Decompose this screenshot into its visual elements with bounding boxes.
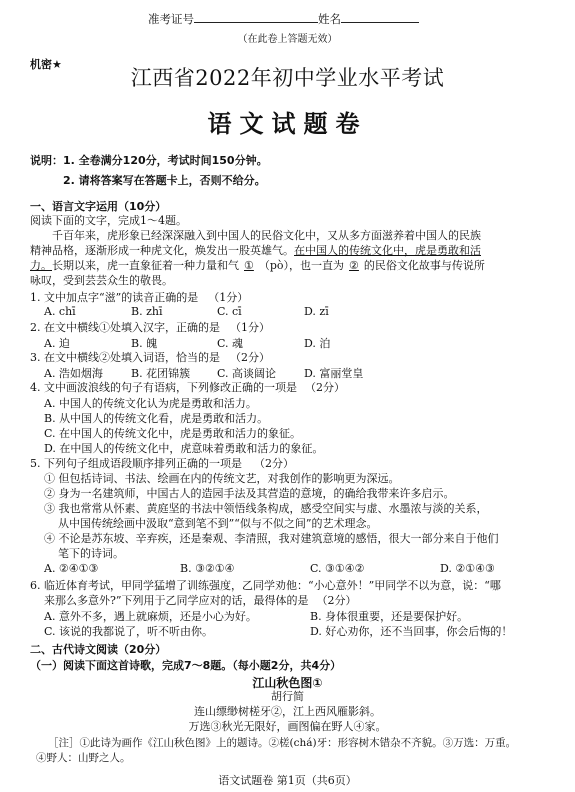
question-4 xyxy=(30,380,345,395)
q4-num: 4. xyxy=(30,381,41,394)
q5-option-d[interactable]: D. ②①④③ xyxy=(440,562,495,575)
passage-line1: 千百年来，虎形象已经深深融入到中国人的民俗文化中，又从多方面滋养着中国人的民族 xyxy=(52,229,481,242)
passage-line4: 咏叹，受到芸芸众生的敬畏。 xyxy=(30,274,173,287)
poem-line-1: 连山缥缈树槎牙②，江上西风雁影斜。 xyxy=(194,705,381,718)
name-label: 姓名 xyxy=(318,12,341,26)
section1-heading: 一、语言文字运用（10分） xyxy=(30,200,167,213)
q4-option-b[interactable]: B. 从中国人的传统文化看，虎是勇敢和活力。 xyxy=(44,412,269,425)
q5-sentence-3-cont: 从中国传统绘画中汲取“意到笔不到”“似与不似之间”的艺术理念。 xyxy=(58,517,378,530)
poem-line-2: 万选③秋光无限好，画图偏在野人④家。 xyxy=(188,720,387,733)
q6-stem: 临近体育考试，甲同学猛增了训练强度，乙同学劝他：“小心意外！”甲同学不以为意，说：“哪 xyxy=(44,579,501,592)
q2-option-d[interactable]: D. 泊 xyxy=(304,337,331,350)
section2-sub-heading: （一）阅读下面这首诗歌，完成7～8题。（每小题2分，共4分） xyxy=(30,659,342,672)
poem-notes-line1: ［注］①此诗为画作《江山秋色图》上的题诗。②槎(chá)牙：形容树木错杂不齐貌。③万选：万重。 xyxy=(48,737,517,749)
q3-option-d[interactable]: D. 富丽堂皇 xyxy=(304,367,364,380)
question-3 xyxy=(30,350,270,365)
exam-id-row xyxy=(148,10,419,27)
q5-sentence-4-cont: 笔下的诗词。 xyxy=(58,547,124,560)
question-6-cont xyxy=(44,593,357,608)
q3-option-b[interactable]: B. 花团锦簇 xyxy=(131,367,191,380)
poem-notes-line2: ④野人：山野之人。 xyxy=(36,752,131,764)
q1-option-a[interactable]: A. chī xyxy=(44,305,76,318)
secret-label: 机密★ xyxy=(30,58,62,71)
q5-sentence-4: ④ 不论是苏东坡、辛弃疾，还是秦观、李清照，我对建筑意境的感悟，很大一部分来自于他们 xyxy=(44,532,499,545)
q6-option-d[interactable]: D. 好心劝你，还不当回事，你会后悔的！ xyxy=(310,625,513,638)
q4-option-a[interactable]: A. 中国人的传统文化认为虎是勇敢和活力。 xyxy=(44,397,257,410)
q5-stem: 下列句子组成语段顺序排列正确的一项是 xyxy=(44,457,242,470)
exam-id-field xyxy=(194,10,318,23)
instructions-line1 xyxy=(30,152,268,168)
q1-stem: 文中加点字“滋”的读音正确的是 xyxy=(44,291,199,304)
q5-num: 5. xyxy=(30,457,41,470)
question-6 xyxy=(30,578,501,593)
passage-pinyin: （pò），也一直为 xyxy=(258,259,345,272)
q4-option-c[interactable]: C. 在中国人的传统文化中，虎是勇敢和活力的象征。 xyxy=(44,427,302,440)
q3-option-a[interactable]: A. 浩如烟海 xyxy=(44,367,103,380)
q3-num: 3. xyxy=(30,351,41,364)
instructions-label: 说明： xyxy=(30,154,63,167)
q3-score: （2分） xyxy=(230,351,270,364)
q2-num: 2. xyxy=(30,321,41,334)
q3-stem: 在文中横线②处填入词语，恰当的是 xyxy=(44,351,220,364)
passage-line3-b: 的民俗文化故事与传说所 xyxy=(363,259,485,272)
q1-score: （1分） xyxy=(208,291,249,304)
q2-score: （1分） xyxy=(230,321,270,334)
q5-option-b[interactable]: B. ③②①④ xyxy=(180,562,235,575)
question-1 xyxy=(30,290,248,305)
wavy-sentence-part2: 力。 xyxy=(30,259,52,272)
q4-score: （2分） xyxy=(305,381,345,394)
q6-option-a[interactable]: A. 意外不多，遇上就麻烦，还是小心为好。 xyxy=(44,610,257,623)
q5-option-a[interactable]: A. ②④①③ xyxy=(44,562,99,575)
passage-line2-text: 精神品格，逐渐形成一种虎文化，焕发出一股英雄气。 xyxy=(30,244,294,257)
q5-sentence-1: ① 但包括诗词、书法、绘画在内的传统文艺，对我创作的影响更为深远。 xyxy=(44,472,400,485)
instructions-item2: 2. 请将答案写在答题卡上，否则不给分。 xyxy=(63,174,266,187)
poem-author: 胡行简 xyxy=(271,690,304,703)
q6-num: 6. xyxy=(30,579,41,592)
name-field xyxy=(341,10,419,23)
section2-heading: 二、古代诗文阅读（20分） xyxy=(30,643,167,656)
q1-option-c[interactable]: C. cī xyxy=(217,305,242,318)
poem-title: 江山秋色图① xyxy=(252,676,323,690)
passage-line2 xyxy=(30,243,481,258)
blank-2: ② xyxy=(349,259,359,272)
instructions-item1: 1. 全卷满分120分，考试时间150分钟。 xyxy=(63,154,268,167)
section1-intro: 阅读下面的文字，完成1～4题。 xyxy=(30,214,187,227)
blank-1: ① xyxy=(244,259,254,272)
sub-title: 语文试题卷 xyxy=(207,110,368,138)
q6-stem-cont: 来那么多意外?”下列用于乙同学应对的话，最得体的是 xyxy=(44,594,309,607)
page-footer: 语文试题卷 第1页（共6页） xyxy=(218,774,357,787)
wavy-sentence-part1: 在中国人的传统文化中，虎是勇敢和活 xyxy=(294,244,481,257)
q1-num: 1. xyxy=(30,291,41,304)
question-2 xyxy=(30,320,270,335)
q2-option-b[interactable]: B. 魄 xyxy=(131,337,158,350)
q2-option-c[interactable]: C. 魂 xyxy=(217,337,244,350)
q2-option-a[interactable]: A. 迫 xyxy=(44,337,70,350)
passage-line3 xyxy=(30,258,485,273)
no-answer-note: （在此卷上答题无效） xyxy=(237,34,338,45)
exam-id-label: 准考证号 xyxy=(148,12,194,26)
q1-option-d[interactable]: D. zī xyxy=(304,305,329,318)
passage-line3-a: 长期以来，虎一直象征着一种力量和气 xyxy=(52,259,239,272)
q5-score: （2分） xyxy=(254,457,294,470)
q1-option-b[interactable]: B. zhī xyxy=(131,305,163,318)
q6-option-b[interactable]: B. 身体很重要，还是要保护好。 xyxy=(310,610,469,623)
q5-sentence-3: ③ 我也常常从怀素、黄庭坚的书法中领悟线条构成，感受空间实与虚、水墨浓与淡的关系， xyxy=(44,502,488,515)
main-title: 江西省2022年初中学业水平考试 xyxy=(130,66,445,90)
q3-option-c[interactable]: C. 高谈阔论 xyxy=(217,367,277,380)
q5-option-c[interactable]: C. ③①④② xyxy=(310,562,365,575)
q5-sentence-2: ② 身为一名建筑师，中国古人的造园手法及其营造的意境，的确给我带来许多启示。 xyxy=(44,487,455,500)
q2-stem: 在文中横线①处填入汉字，正确的是 xyxy=(44,321,220,334)
question-5 xyxy=(30,456,294,471)
q4-option-d[interactable]: D. 在中国人的传统文化中，虎意味着勇敢和活力的象征。 xyxy=(44,442,324,455)
q6-score: （2分） xyxy=(316,594,357,607)
q4-stem: 文中画波浪线的句子有语病，下列修改正确的一项是 xyxy=(44,381,297,394)
q6-option-c[interactable]: C. 该说的我都说了，听不听由你。 xyxy=(44,625,214,638)
